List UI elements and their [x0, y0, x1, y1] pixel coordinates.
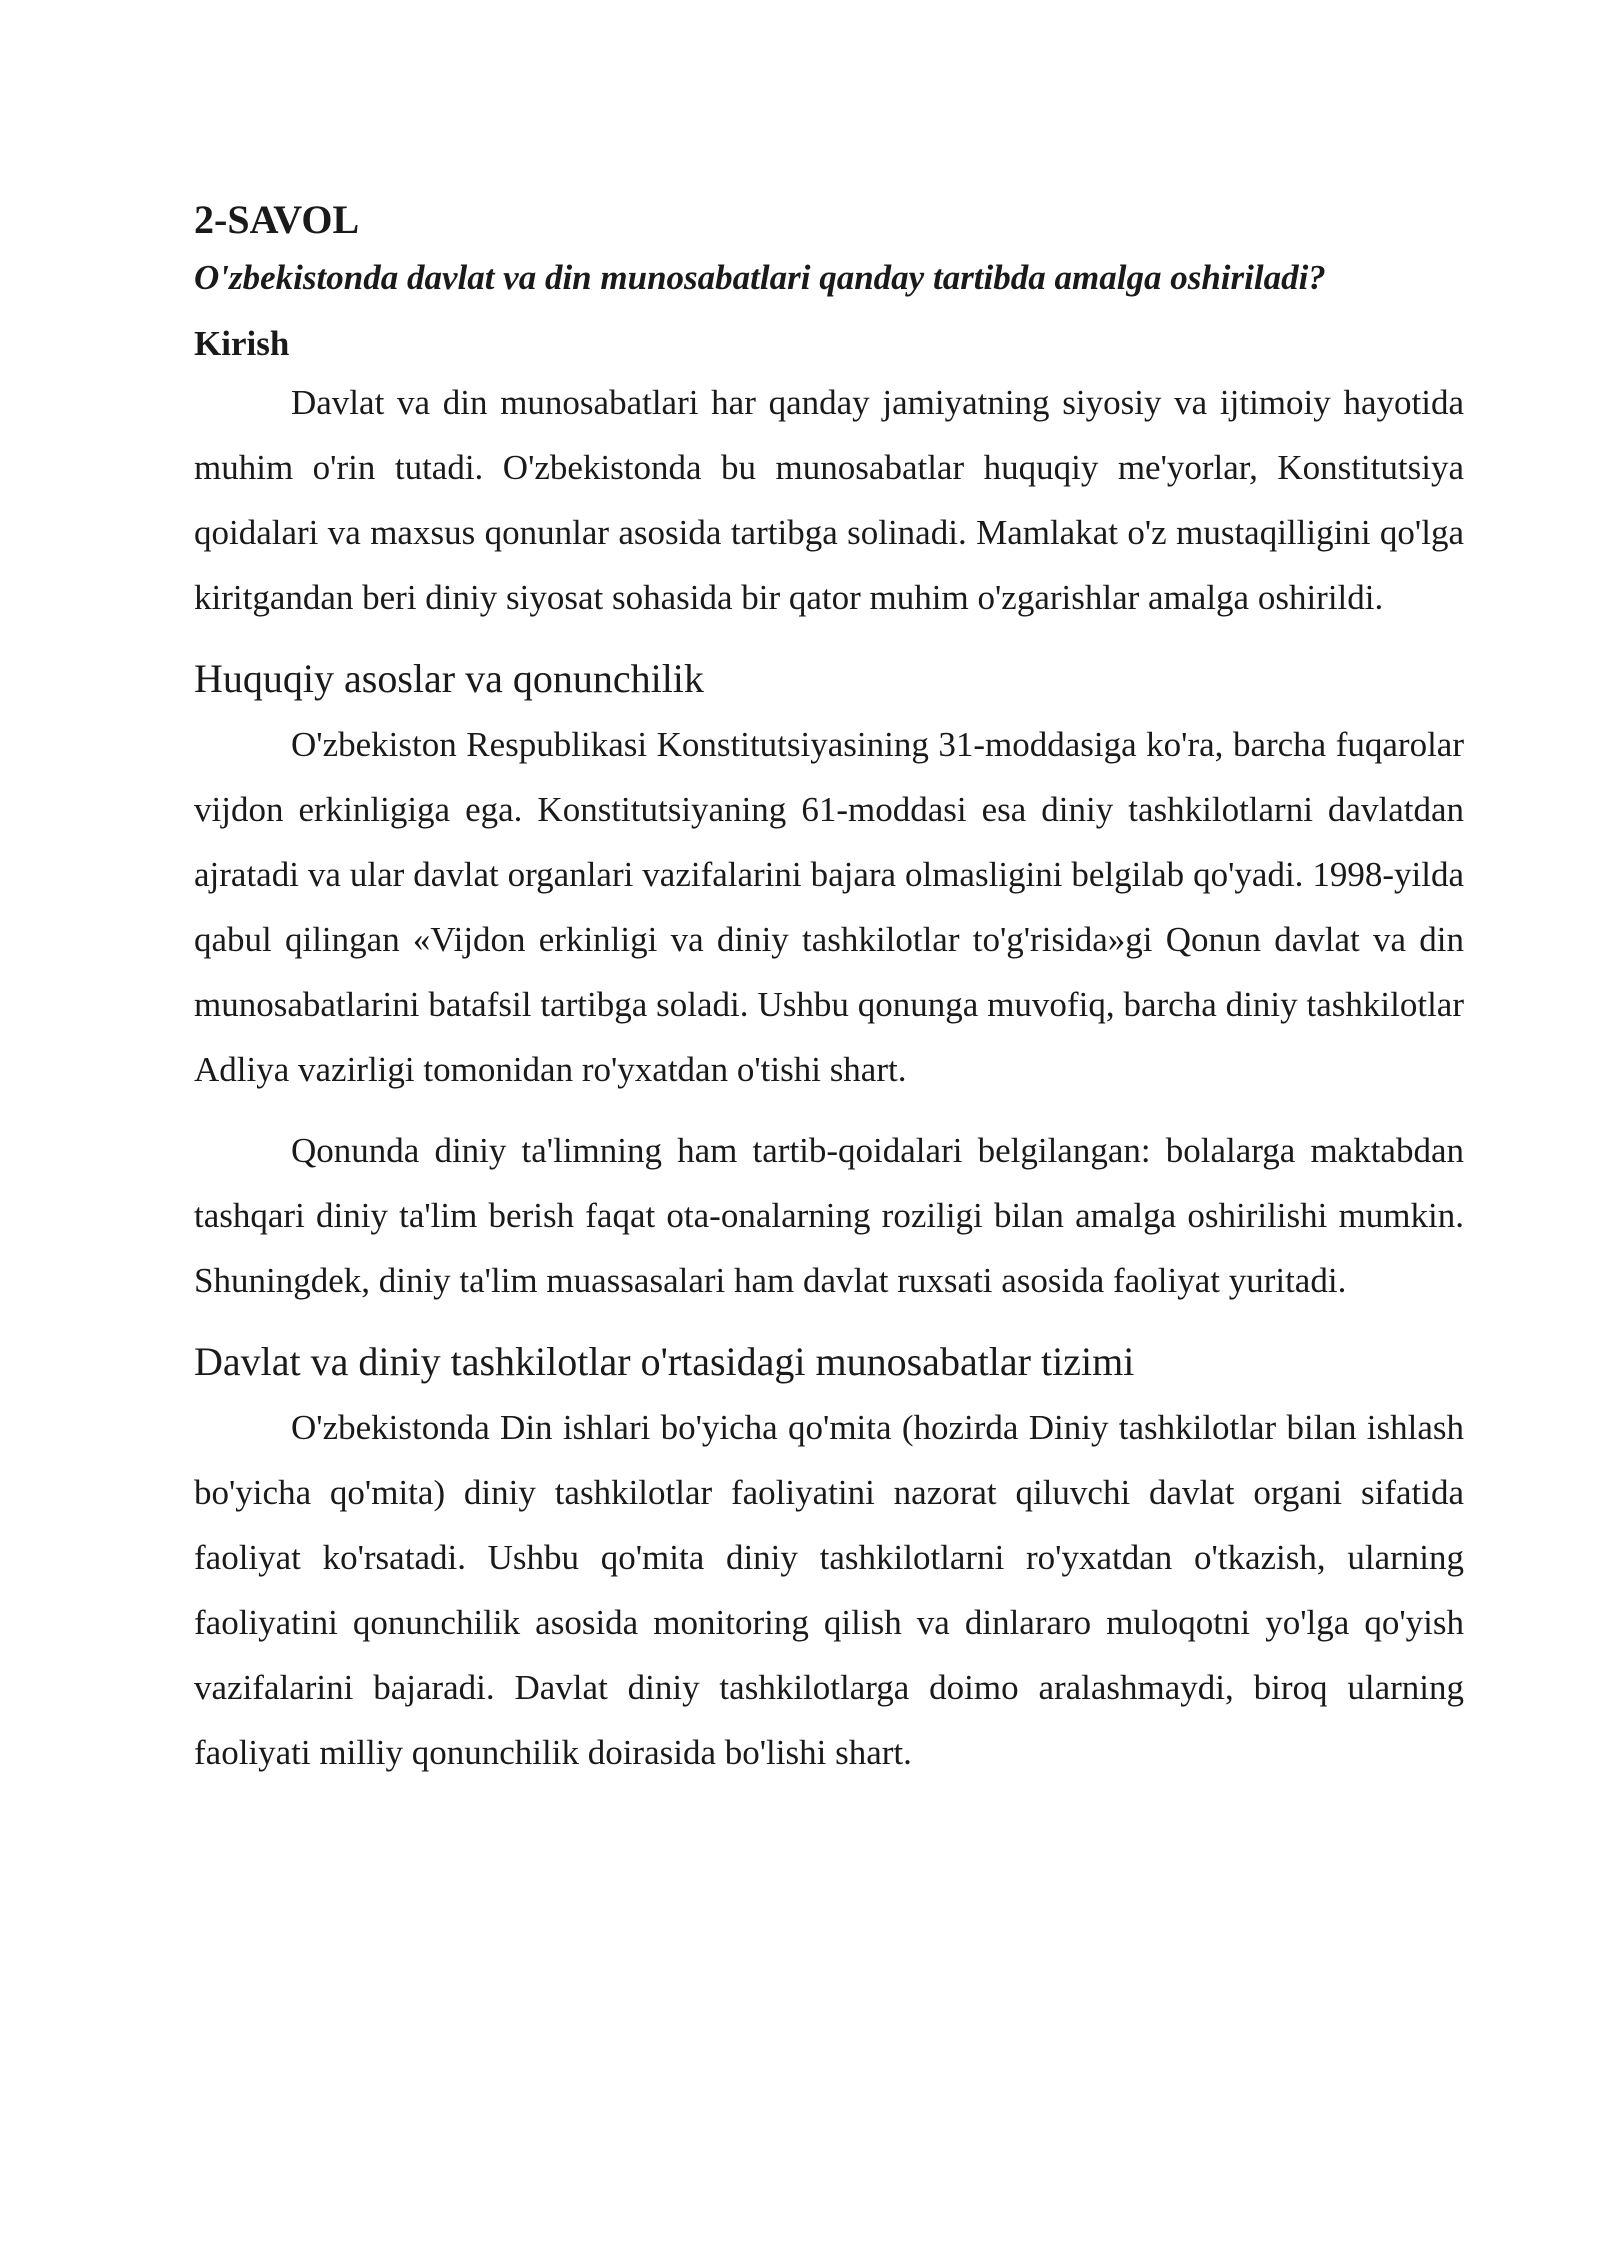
section-paragraph: O'zbekistonda Din ishlari bo'yicha qo'mita (hozirda Diniy tashkilotlar bilan ishlash bo'yicha qo'mita) diniy tashkilotlar faoliyatini nazorat qiluvchi davlat organi sifatida faoliyat ko'rsatadi. Ushbu qo'mita diniy tashkilotlarni ro'yxatdan o'tkazish, ularning faoliyatini qonunchilik asosida monitoring qilish va dinlararo muloqotni yo'lga qo'yish vazifalarini bajaradi. Davlat diniy tashkilotlarga doimo aralashmaydi, biroq ularning faoliyati milliy qonunchilik doirasida bo'lishi shart. [194, 1408, 1464, 1772]
question-text: O'zbekistonda davlat va din munosabatlari qanday tartibda amalga oshiriladi? [194, 258, 1326, 297]
intro-heading: Kirish [194, 324, 290, 363]
section-heading-relations-system: Davlat va diniy tashkilotlar o'rtasidagi munosabatlar tizimi [194, 1339, 1135, 1384]
document-page [194, 196, 1464, 1785]
section-paragraph: O'zbekiston Respublikasi Konstitutsiyasining 31-moddasiga ko'ra, barcha fuqarolar vijdon erkinligiga ega. Konstitutsiyaning 61-moddasi esa diniy tashkilotlarni davlatdan ajratadi va ular davlat organlari vazifalarini bajara olmasligini belgilab qo'yadi. 1998-yilda qabul qilingan «Vijdon erkinligi va diniy tashkilotlar to'g'risida»gi Qonun davlat va din munosabatlarini batafsil tartibga soladi. Ushbu qonunga muvofiq, barcha diniy tashkilotlar Adliya vazirligi tomonidan ro'yxatdan o'tishi shart. [194, 725, 1464, 1089]
intro-paragraph: Davlat va din munosabatlari har qanday jamiyatning siyosiy va ijtimoiy hayotida muhim o'rin tutadi. O'zbekistonda bu munosabatlar huquqiy me'yorlar, Konstitutsiya qoidalari va maxsus qonunlar asosida tartibga solinadi. Mamlakat o'z mustaqilligini qo'lga kiritgandan beri diniy siyosat sohasida bir qator muhim o'zgarishlar amalga oshirildi. [194, 383, 1464, 617]
section-heading-legal-basis: Huquqiy asoslar va qonunchilik [194, 656, 704, 701]
section-paragraph: Qonunda diniy ta'limning ham tartib-qoidalari belgilangan: bolalarga maktabdan tashqari diniy ta'lim berish faqat ota-onalarning roziligi bilan amalga oshirilishi mumkin. Shuningdek, diniy ta'lim muassasalari ham davlat ruxsati asosida faoliyat yuritadi. [194, 1131, 1464, 1300]
question-number-title: 2-SAVOL [194, 197, 360, 242]
